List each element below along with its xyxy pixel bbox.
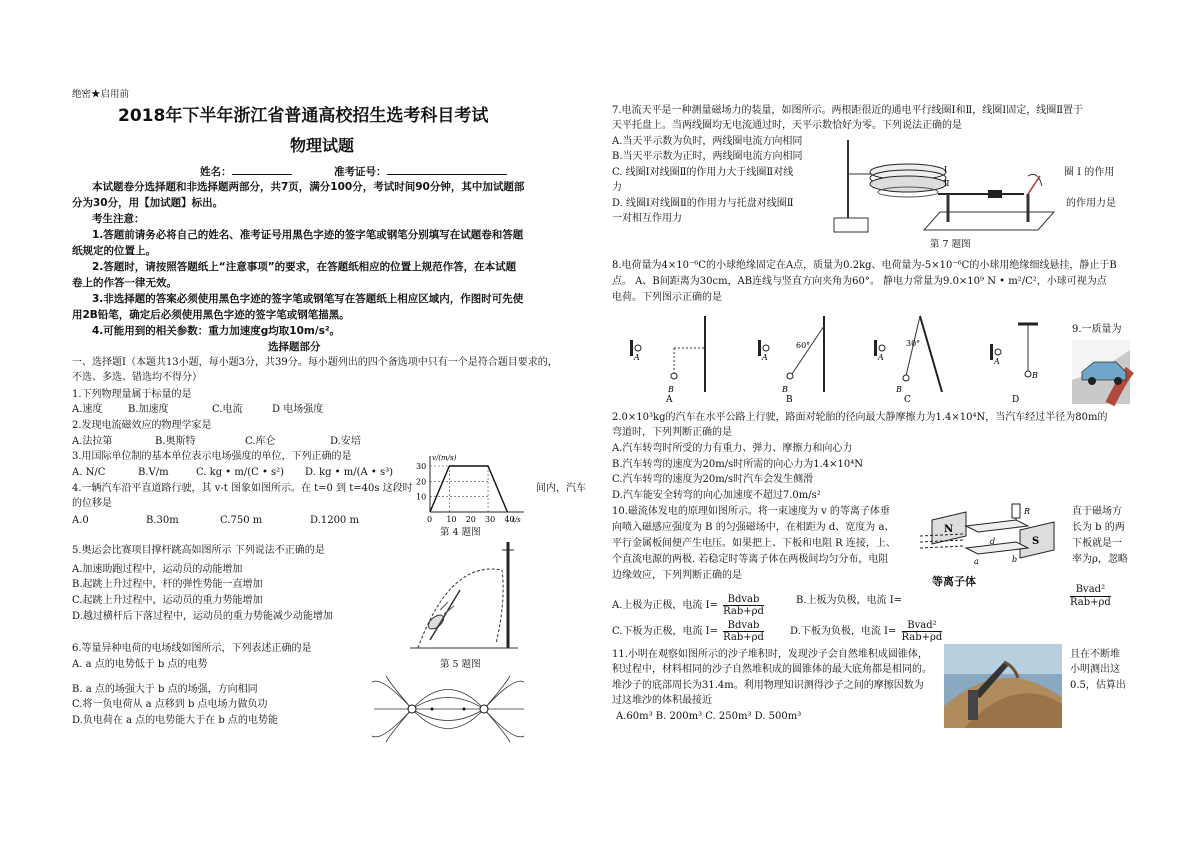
x-tick-label: 30 bbox=[485, 515, 496, 524]
q5-option-c: C.起跳上升过程中，运动员的重力势能增加 bbox=[72, 595, 263, 606]
q5-option-b: B.起跳上升过程中，杆的弹性势能一直增加 bbox=[72, 579, 263, 590]
q2-option-a: A.法拉第 bbox=[72, 436, 113, 447]
x-axis-label: t/s bbox=[512, 516, 521, 524]
q3-option-a: A. N/C bbox=[72, 467, 106, 478]
intro-line1: 本试题卷分选择题和非选择题两部分，共7页，满分100分，考试时间90分钟，其中加试题部 bbox=[92, 181, 525, 193]
q9-option-b: B.汽车转弯的速度为20m/s时所需的向心力为1.4×10⁴N bbox=[612, 459, 864, 470]
q8-fig-d-point-a: A bbox=[994, 357, 1000, 366]
q10-right1: 直于磁场方 bbox=[1072, 506, 1122, 517]
q9-line1: 2.0×10³kg的汽车在水平公路上行驶，路面对轮胎的径向最大静摩擦力为1.4×10⁴N，当汽车经过半径为80m的 bbox=[612, 412, 1108, 423]
q5-option-a: A.加速助跑过程中，运动员的动能增加 bbox=[72, 564, 243, 575]
q7-option-d3: 一对相互作用力 bbox=[612, 213, 682, 224]
q10-right2: 长为 b 的两 bbox=[1072, 522, 1125, 533]
q10-line5: 边缘效应，下列判断正确的是 bbox=[612, 570, 742, 581]
coil-i-label: Ⅰ bbox=[944, 165, 948, 174]
section-title: 选择题部分 bbox=[268, 341, 321, 353]
electric-field-figure bbox=[372, 676, 526, 742]
q7-option-d1: D. 线圈Ⅰ对线圈Ⅱ的作用力与托盘对线圈Ⅱ bbox=[612, 198, 794, 209]
length-b-label: b bbox=[1012, 555, 1018, 564]
q11-right1: 且在不断堆 bbox=[1070, 649, 1120, 660]
q4-stem-3: 的位移是 bbox=[72, 498, 112, 509]
notice-3a: 3.非选择题的答案必须使用黑色字迹的签字笔或钢笔写在答题纸上相应区域内，作图时可先使 bbox=[92, 293, 524, 305]
notice-1a: 1.答题前请务必将自己的姓名、准考证号用黑色字迹的签字笔或钢笔分别填写在试题卷和答题 bbox=[92, 229, 524, 241]
q8-line3: 电荷。下列图示正确的是 bbox=[612, 292, 722, 303]
vt-chart bbox=[408, 452, 528, 524]
q9-stem-tail: 9.一质量为 bbox=[1072, 324, 1122, 335]
notice-2b: 卷上的作答一律无效。 bbox=[72, 277, 177, 289]
q8-fig-a bbox=[630, 316, 705, 405]
q2-option-d: D.安培 bbox=[330, 436, 361, 447]
q8-fig-d-point-b: B bbox=[1032, 371, 1038, 380]
q9-option-d: D.汽车能安全转弯的向心加速度不超过7.0m/s² bbox=[612, 490, 821, 501]
notice-2a: 2.答题时，请按照答题纸上“注意事项”的要求，在答题纸相应的位置上规范作答，在本试题 bbox=[92, 261, 517, 273]
q10-option-d: D.下板为负极，电流 I= Bvad² Rab+ρd bbox=[790, 620, 943, 643]
car-turning-figure bbox=[1072, 340, 1130, 404]
q2-option-b: B.奥斯特 bbox=[155, 436, 196, 447]
id-label: 准考证号： bbox=[334, 164, 507, 180]
notice-3b: 用2B铅笔，确定后必须使用黑色字迹的签字笔或钢笔描黑。 bbox=[72, 309, 350, 321]
q10-right4: 率为ρ，忽略 bbox=[1072, 554, 1128, 565]
q6-option-c: C.将一负电荷从 a 点移到 b 点电场力做负功 bbox=[72, 699, 268, 710]
q4-option-c: C.750 m bbox=[220, 515, 263, 526]
q11-options: A.60m³ B. 200m³ C. 250m³ D. 500m³ bbox=[616, 711, 802, 722]
q7-option-a: A.当天平示数为负时，两线圈电流方向相同 bbox=[612, 136, 803, 147]
mhd-generator-figure bbox=[916, 500, 1068, 580]
q4-option-a: A.0 bbox=[72, 515, 89, 526]
coil-ii-label: Ⅱ bbox=[944, 179, 950, 188]
q10-option-a: A.上极为正极，电流 I= Bdvab Rab+ρd bbox=[612, 594, 764, 617]
q1-option-b: B.加速度 bbox=[128, 404, 169, 415]
q1-option-a: A.速度 bbox=[72, 404, 103, 415]
y-axis-label: v/(m/s) bbox=[432, 454, 457, 462]
x-tick-label: 40 bbox=[504, 515, 515, 524]
q6-option-b: B. a 点的场强大于 b 点的场强，方向相同 bbox=[72, 684, 258, 695]
q5-caption: 第 5 题图 bbox=[440, 659, 481, 670]
notice-4: 4.可能用到的相关参数：重力加速度g均取10m/s²。 bbox=[92, 325, 341, 337]
q8-fig-a-label: A bbox=[666, 395, 673, 405]
q8-fig-d bbox=[990, 324, 1038, 405]
q8-fig-b bbox=[758, 316, 824, 405]
q1-option-c: C.电流 bbox=[212, 404, 243, 415]
q4-option-d: D.1200 m bbox=[310, 515, 359, 526]
pole-vault-figure bbox=[410, 540, 520, 652]
q7-option-c2: 圈 Ⅰ 的作用 bbox=[1064, 167, 1115, 178]
q10-line4: 个直流电源的两极. 若稳定时等离子体在两极间均匀分布，电阻 bbox=[612, 554, 889, 565]
q4-stem-2: 间内，汽车 bbox=[536, 483, 586, 494]
q8-fig-b-label: B bbox=[786, 395, 793, 405]
magnet-s-label: S bbox=[1032, 536, 1040, 547]
q7-option-c1: C. 线圈Ⅰ对线圈Ⅱ的作用力大于线圈Ⅱ对线 bbox=[612, 167, 794, 178]
y-tick-label: 20 bbox=[416, 477, 427, 487]
q8-fig-c-angle: 30° bbox=[906, 339, 921, 348]
q10-line1: 10.磁流体发电的原理如图所示。将一束速度为 v 的等离子体垂 bbox=[612, 506, 890, 517]
x-tick-label: 20 bbox=[465, 515, 476, 524]
y-tick-label: 10 bbox=[416, 492, 427, 502]
q8-fig-b-angle: 60° bbox=[796, 341, 811, 350]
q8-fig-b-point-b: B bbox=[782, 385, 788, 394]
q10-option-b-fraction: Bvad² Rab+ρd bbox=[1070, 584, 1111, 608]
q8-fig-b-point-a: A bbox=[762, 353, 768, 362]
q3-option-d: D. kg • m/(A • s³) bbox=[305, 467, 394, 478]
secret-mark: 绝密★启用前 bbox=[72, 89, 130, 100]
q7-option-d2: 的作用力是 bbox=[1066, 198, 1116, 209]
q7-option-c3: 力 bbox=[612, 182, 622, 193]
q11-line2: 积过程中，材料相同的沙子自然堆积成的圆锥体的最大底角都是相同的。 bbox=[612, 664, 932, 675]
intro-line2: 分为30分，用【加试题】标出。 bbox=[72, 197, 224, 209]
q8-fig-c-label: C bbox=[904, 395, 911, 405]
current-balance-figure bbox=[828, 136, 1054, 234]
q6-option-d: D.负电荷在 a 点的电势能大于在 b 点的电势能 bbox=[72, 715, 278, 726]
q9-line2: 弯道时，下列判断正确的是 bbox=[612, 427, 732, 438]
magnet-n-label: N bbox=[944, 524, 954, 535]
q10-caption: 等离子体 bbox=[932, 575, 976, 588]
q8-fig-c bbox=[874, 316, 942, 405]
q9-option-c: C.汽车转弯的速度为20m/s时汽车会发生侧滑 bbox=[612, 474, 814, 485]
q8-figures bbox=[620, 312, 1050, 404]
q8-fig-c-point-b: B bbox=[896, 385, 902, 394]
q3-stem: 3.用国际单位制的基本单位表示电场强度的单位，下列正确的是 bbox=[72, 451, 352, 462]
q8-line2: 点。 A、B间距离为30cm，AB连线与竖直方向夹角为60°。 静电力常量为9.0×10⁹ N • m²/C²，小球可视为点 bbox=[612, 276, 1107, 287]
sand-pile-photo bbox=[944, 644, 1062, 728]
y-tick-label: 30 bbox=[416, 462, 427, 471]
q6-option-a: A. a 点的电势低于 b 点的电势 bbox=[72, 659, 208, 670]
name-label: 姓名： bbox=[200, 164, 292, 180]
q11-right3: 0.5，估算出 bbox=[1070, 680, 1126, 691]
q10-right3: 下板就是一 bbox=[1072, 538, 1122, 549]
q10-option-c: C.下板为正极，电流 I= Bdvab Rab+ρd bbox=[612, 620, 764, 643]
q7-caption: 第 7 题图 bbox=[930, 239, 971, 250]
width-a-label: a bbox=[974, 557, 979, 566]
q4-stem: 4.一辆汽车沿平直道路行驶，其 v-t 图象如图所示。在 t=0 到 t=40s 这段时 bbox=[72, 483, 413, 494]
q2-stem: 2.发现电流磁效应的物理学家是 bbox=[72, 420, 212, 431]
q8-fig-c-point-a: A bbox=[878, 353, 884, 362]
q8-fig-a-point-b: B bbox=[668, 385, 674, 394]
q7-line1: 7.电流天平是一种测量磁场力的装量，如图所示。两根距很近的通电平行线圈Ⅰ和Ⅱ，线圈Ⅰ固定，线圈Ⅱ置于 bbox=[612, 105, 1084, 116]
x-tick-label: 0 bbox=[427, 515, 433, 524]
gap-d-label: d bbox=[990, 537, 996, 546]
q1-option-d: D 电场强度 bbox=[272, 404, 324, 415]
q5-stem: 5.奥运会比赛项目撑杆跳高如图所示 下列说法不正确的是 bbox=[72, 545, 325, 556]
q11-right2: 小明测出这 bbox=[1070, 664, 1120, 675]
q10-line2: 向喷入磁感应强度为 B 的匀强磁场中，在相距为 d、宽度为 a、 bbox=[612, 522, 895, 533]
q11-line1: 11.小明在观察如图所示的沙子堆积时，发现沙子会自然堆积成圆锥体， bbox=[612, 649, 928, 660]
q6-stem: 6.等量异种电荷的电场线如图所示，下列表述正确的是 bbox=[72, 643, 312, 654]
q5-option-d: D.越过横杆后下落过程中，运动员的重力势能减少动能增加 bbox=[72, 611, 333, 622]
subject-title: 物理试题 bbox=[290, 136, 355, 155]
q9-option-a: A.汽车转弯时所受的力有重力、弹力、摩擦力和向心力 bbox=[612, 443, 853, 454]
notice-title: 考生注意： bbox=[92, 213, 145, 225]
q3-option-c: C. kg • m/(C • s²) bbox=[196, 467, 285, 478]
x-tick-label: 10 bbox=[446, 515, 457, 524]
vt-series-line bbox=[430, 466, 507, 512]
q8-line1: 8.电荷量为4×10⁻⁶C的小球绝缘固定在A点，质量为0.2kg、电荷量为-5×10⁻⁶C的小球用绝缘细线悬挂，静止于B bbox=[612, 260, 1117, 271]
q11-line3: 堆沙子的底部周长为31.4m。利用物理知识测得沙子之间的摩擦因数为 bbox=[612, 680, 924, 691]
q11-line4: 过这堆沙的体积最接近 bbox=[612, 695, 712, 706]
q4-caption: 第 4 题图 bbox=[440, 527, 481, 538]
part1-head1: 一、选择题Ⅰ（本题共13小题，每小题3分，共39分。每小题列出的四个备选项中只有一个是符合题目要求的， bbox=[72, 357, 558, 368]
exam-title: 2018年下半年浙江省普通高校招生选考科目考试 bbox=[118, 106, 489, 126]
q7-option-b: B.当天平示数为正时，两线圈电流方向相同 bbox=[612, 151, 803, 162]
notice-1b: 纸规定的位置上。 bbox=[72, 245, 156, 257]
part1-head2: 不选、多选、错选均不得分） bbox=[72, 372, 202, 383]
resistor-r-label: R bbox=[1024, 507, 1031, 516]
q1-stem: 1.下列物理量属于标量的是 bbox=[72, 389, 192, 400]
q2-option-c: C.库仑 bbox=[245, 436, 276, 447]
q4-option-b: B.30m bbox=[146, 515, 179, 526]
q8-fig-d-label: D bbox=[1012, 395, 1020, 405]
q7-line2: 天平托盘上。当两线圈均无电流通过时，天平示数恰好为零。下列说法正确的是 bbox=[612, 120, 962, 131]
q10-option-b-label: B.上板为负极，电流 I= bbox=[796, 595, 903, 606]
q3-option-b: B.V/m bbox=[138, 467, 169, 478]
q10-line3: 平行金属板间便产生电压。如果把上、下板和电阻 R 连接，上、 bbox=[612, 538, 896, 549]
q8-fig-a-point-a: A bbox=[634, 353, 640, 362]
